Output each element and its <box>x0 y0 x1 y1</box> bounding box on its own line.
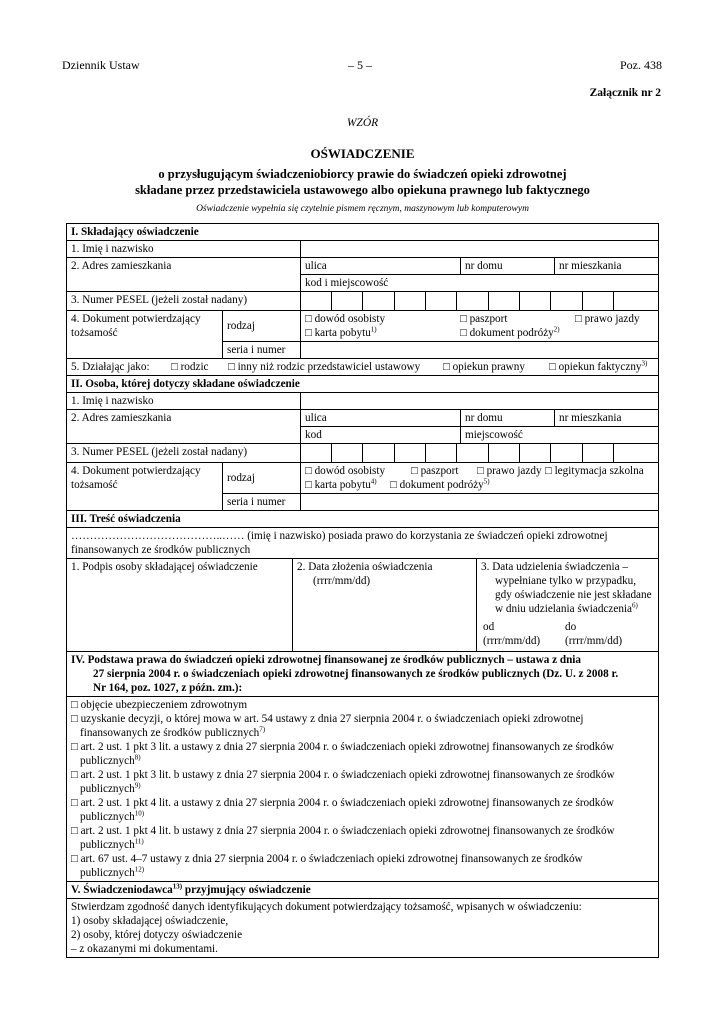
s2-doc-kind-options <box>301 463 659 494</box>
s1-doc-kind-options <box>301 311 659 342</box>
s1-guardian-checkbox[interactable]: □ opiekun prawny <box>443 361 525 373</box>
s2-travel-checkbox[interactable]: □ dokument podróży$^{5)}$ <box>390 477 490 491</box>
s2-series-field[interactable] <box>301 494 659 511</box>
s3-to-label: do (rrrr/mm/dd) <box>565 621 623 647</box>
s2-name-label: 1. Imię i nazwisko <box>67 393 301 410</box>
declaration-form <box>66 223 659 958</box>
basis-item[interactable]: □ art. 2 ust. 1 pkt 4 lit. a ustawy z dnia 27 sierpnia 2004 r. o świadczeniach opieki zdrowotnej finansowanych ze środków publicznych$^{10)}$ <box>71 797 615 823</box>
s2-series-label: seria i numer <box>223 494 301 511</box>
s1-driving-checkbox[interactable]: □ prawo jazdy <box>575 313 640 325</box>
page-number: – 5 – <box>348 58 372 72</box>
s1-travel-checkbox[interactable]: □ dokument podróży$^{2)}$ <box>460 325 560 339</box>
section-2-title: II. Osoba, której dotyczy składane oświadczenie <box>67 376 659 393</box>
s3-from-label: od (rrrr/mm/dd) <box>483 621 541 647</box>
s2-driving-checkbox[interactable]: □ prawo jazdy <box>477 465 542 477</box>
basis-item[interactable]: □ art. 2 ust. 1 pkt 4 lit. b ustawy z dnia 27 sierpnia 2004 r. o świadczeniach opieki zdrowotnej finansowanych ze środków publicznych$^{11)}$ <box>71 825 615 851</box>
s2-street-field[interactable]: ulica <box>301 410 461 427</box>
s2-pesel-field[interactable] <box>301 444 659 463</box>
section-3-title: III. Treść oświadczenia <box>67 511 659 528</box>
s3-signature-row <box>67 559 659 652</box>
s1-name-field[interactable] <box>301 241 659 258</box>
s1-residence-checkbox[interactable]: □ karta pobytu$^{1)}$ <box>305 325 377 339</box>
s3-service-date-field[interactable]: 3. Data udzielenia świadczenia – wypełniane tylko w przypadku, gdy oświadczenie nie jest składane w dniu udzielania świadczenia$^{6)}$ od (rrrr/mm/dd) do (rrrr/mm/dd) <box>481 561 652 647</box>
basis-item[interactable]: □ uzyskanie decyzji, o której mowa w art. 54 ustawy z dnia 27 sierpnia 2004 r. o świadczeniach opieki zdrowotnej finansowanych ze środków publicznych$^{7)}$ <box>71 713 584 739</box>
annex-label: Załącznik nr 2 <box>589 87 661 99</box>
s1-doc-label: 4. Dokument potwierdzający tożsamość <box>67 311 223 359</box>
s2-city-field[interactable]: miejscowość <box>461 427 659 444</box>
section-5-title: V. Świadczeniodawca$^{13)}$ przyjmujący oświadczenie <box>67 882 659 899</box>
basis-item[interactable]: □ art. 2 ust. 1 pkt 3 lit. a ustawy z dnia 27 sierpnia 2004 r. o świadczeniach opieki zdrowotnej finansowanych ze środków publicznych$^{8)}$ <box>71 741 615 767</box>
s5-confirmation: Stwierdzam zgodność danych identyfikujących dokument potwierdzający tożsamość, wpisanych w oświadczeniu: 1) osoby składającej oświadczenie, 2) osoby, której dotyczy oświadczenie – z okazanymi mi dokumentami. <box>67 899 659 958</box>
s1-postcity-field[interactable]: kod i miejscowość <box>301 275 659 292</box>
s3-statement-line1: …………………………………..…… (imię i nazwisko) posiada prawo do korzystania ze świadczeń opieki zdrowotnej <box>71 530 608 542</box>
instruction: Oświadczenie wypełnia się czytelnie pismem ręcznym, maszynowym lub komputerowym <box>196 204 529 214</box>
s3-statement[interactable] <box>67 528 659 559</box>
s1-address-label: 2. Adres zamieszkania <box>67 258 301 292</box>
s1-street-field[interactable]: ulica <box>301 258 461 275</box>
s1-parent-checkbox[interactable]: □ rodzic <box>171 361 209 373</box>
s1-acting-row <box>67 359 659 376</box>
s3-signature-field[interactable]: 1. Podpis osoby składającej oświadczenie <box>67 559 293 651</box>
s1-passport-checkbox[interactable]: □ paszport <box>460 313 508 325</box>
s4-basis-list <box>67 697 659 882</box>
s3-date-field[interactable]: 2. Data złożenia oświadczenia (rrrr/mm/dd) <box>293 559 477 651</box>
s1-name-label: 1. Imię i nazwisko <box>67 241 301 258</box>
s1-series-field[interactable] <box>301 342 659 359</box>
s1-pesel-label: 3. Numer PESEL (jeżeli został nadany) <box>67 292 301 311</box>
s1-id-card-checkbox[interactable]: □ dowód osobisty <box>305 313 386 325</box>
s3-statement-line2: finansowanych ze środków publicznych <box>71 544 251 556</box>
s2-house-field[interactable]: nr domu <box>461 410 555 427</box>
journal-name: Dziennik Ustaw <box>62 58 140 72</box>
s2-school-checkbox[interactable]: □ legitymacja szkolna <box>545 465 644 477</box>
s1-house-field[interactable]: nr domu <box>461 258 555 275</box>
basis-item[interactable]: □ art. 2 ust. 1 pkt 3 lit. b ustawy z dnia 27 sierpnia 2004 r. o świadczeniach opieki zdrowotnej finansowanych ze środków publicznych$^{9)}$ <box>71 769 615 795</box>
s1-actual-checkbox[interactable]: □ opiekun faktyczny$^{3)}$ <box>549 359 648 373</box>
section-1-title: I. Składający oświadczenie <box>67 224 659 241</box>
s1-acting-label: 5. Działając jako: <box>71 361 150 373</box>
s1-flat-field[interactable]: nr mieszkania <box>555 258 659 275</box>
s2-flat-field[interactable]: nr mieszkania <box>555 410 659 427</box>
subtitle-2: składane przez przedstawiciela ustawowego albo opiekuna prawnego lub faktycznego <box>135 183 590 197</box>
s2-pesel-label: 3. Numer PESEL (jeżeli został nadany) <box>67 444 301 463</box>
subtitle-1: o przysługującym świadczeniobiorcy prawie do świadczeń opieki zdrowotnej <box>158 167 567 181</box>
s2-code-field[interactable]: kod <box>301 427 461 444</box>
s1-kind-label: rodzaj <box>223 311 301 342</box>
position-number: Poz. 438 <box>620 58 662 72</box>
s2-name-field[interactable] <box>301 393 659 410</box>
s2-passport-checkbox[interactable]: □ paszport <box>411 465 459 477</box>
s2-residence-checkbox[interactable]: □ karta pobytu$^{4)}$ <box>305 477 377 491</box>
basis-item[interactable]: □ art. 67 ust. 4–7 ustawy z dnia 27 sierpnia 2004 r. o świadczeniach opieki zdrowotnej finansowanych ze środków publicznych$^{12)}$ <box>71 853 583 879</box>
page-title: OŚWIADCZENIE <box>310 146 415 161</box>
s2-kind-label: rodzaj <box>223 463 301 494</box>
s1-other-rep-checkbox[interactable]: □ inny niż rodzic przedstawiciel ustawowy <box>228 361 421 373</box>
basis-item[interactable]: □ objęcie ubezpieczeniem zdrowotnym <box>71 699 248 711</box>
s2-address-label: 2. Adres zamieszkania <box>67 410 301 444</box>
s1-pesel-field[interactable] <box>301 292 659 311</box>
s1-series-label: seria i numer <box>223 342 301 359</box>
s2-doc-label: 4. Dokument potwierdzający tożsamość <box>67 463 223 511</box>
section-4-title: IV. Podstawa prawa do świadczeń opieki zdrowotnej finansowanej ze środków publicznych – ustawa z dnia 27 sierpnia 2004 r. o świadczeniach opieki zdrowotnej finansowanych ze środków publicznych (Dz. U. z 2008 r. Nr 164, poz. 1027, z późn. zm.): <box>67 652 659 697</box>
s2-id-card-checkbox[interactable]: □ dowód osobisty <box>305 465 386 477</box>
template-label: WZÓR <box>346 117 379 129</box>
